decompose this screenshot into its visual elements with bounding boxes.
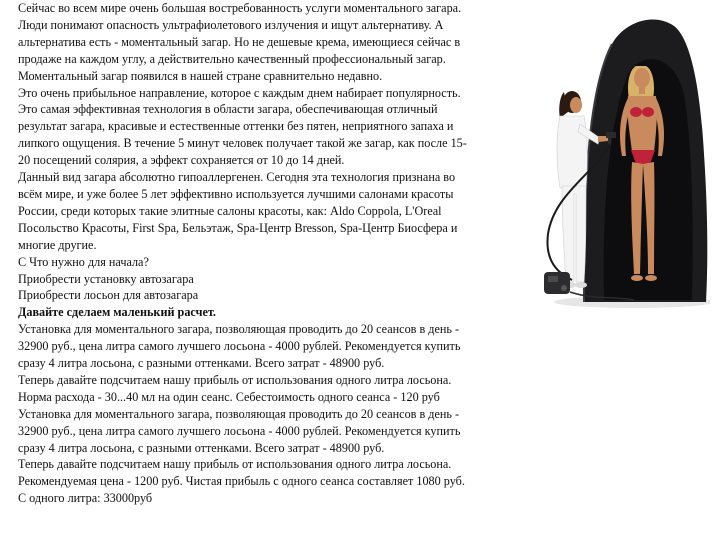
text-line: Посольство Красоты, First Spa, Бельэтаж, Spa-Центр Bresson, Spa-Центр Биосфера и (18, 220, 458, 235)
body-text (18, 0, 540, 507)
text-line: Теперь давайте подсчитаем нашу прибыль от использования одного литра лосьона. (18, 457, 452, 472)
text-line: сразу 4 литра лосьона, с разными оттенками. Всего затрат - 48900 руб. (18, 356, 385, 371)
text-line: сразу 4 литра лосьона, с разными оттенками. Всего затрат - 48900 руб. (18, 440, 385, 455)
text-line: Данный вид загара абсолютно гипоаллергенен. Сегодня эта технология признана во (18, 170, 456, 185)
text-line: Люди понимают опасность ультрафиолетового излучения и ищут альтернативу. А (18, 17, 444, 32)
text-line: Рекомендуемая цена - 1200 руб. Чистая прибыль с одного сеанса составляет 1080 руб. (18, 474, 465, 489)
text-line: альтернатива есть - моментальный загар. Но не дешевые крема, имеющиеся сейчас в (18, 34, 461, 49)
text-line: Приобрести установку автозагара (18, 271, 194, 286)
text-line: 32900 руб., цена литра самого лучшего лосьона - 4000 рублей. Рекомендуется купить (18, 423, 461, 438)
text-line: Норма расхода - 30...40 мл на один сеанс. Себестоимость одного сеанса - 120 руб (18, 389, 440, 404)
text-line: Это самая эффективная технология в области загара, обеспечивающая отличный (18, 102, 438, 117)
text-line: всём мире, и уже более 5 лет эффективно используется лучшими салонами красоты (18, 186, 454, 201)
text-line: Приобрести лосьон для автозагара (18, 288, 199, 303)
text-line: С одного литра: 33000руб (18, 491, 153, 506)
section-heading: Давайте сделаем маленький расчет. (18, 305, 216, 320)
text-line: Моментальный загар появился в нашей стране сравнительно недавно. (18, 68, 383, 83)
text-line: Теперь давайте подсчитаем нашу прибыль от использования одного литра лосьона. (18, 372, 452, 387)
compressor-unit (544, 272, 570, 294)
text-line: 20 посещений солярия, а эффект сохраняется от 10 до 14 дней. (18, 153, 345, 168)
text-line: С Что нужно для начала? (18, 254, 149, 269)
text-line: многие другие. (18, 237, 97, 252)
text-line: результат загара, красивые и естественные оттенки без пятен, неприятного запаха и (18, 119, 454, 134)
text-line: продаже на каждом углу, а действительно качественный профессиональный загар. (18, 51, 446, 66)
text-line: Установка для моментального загара, позволяющая проводить до 20 сеансов в день - (18, 406, 460, 421)
text-line: липкого ощущения. В течение 5 минут человек получает такой же загар, как после 15- (18, 136, 467, 151)
text-line: 32900 руб., цена литра самого лучшего лосьона - 4000 рублей. Рекомендуется купить (18, 339, 461, 354)
text-line: России, среди которых такие элитные салоны красоты, как: Aldo Coppola, L'Oreal (18, 203, 442, 218)
text-line: Установка для моментального загара, позволяющая проводить до 20 сеансов в день - (18, 322, 460, 337)
text-line: Это очень прибыльное направление, которое с каждым днем набирает популярность. (18, 85, 461, 100)
spray-tan-booth-photo (524, 4, 710, 310)
text-line: Сейчас во всем мире очень большая востребованность услуги моментального загара. (18, 1, 462, 15)
